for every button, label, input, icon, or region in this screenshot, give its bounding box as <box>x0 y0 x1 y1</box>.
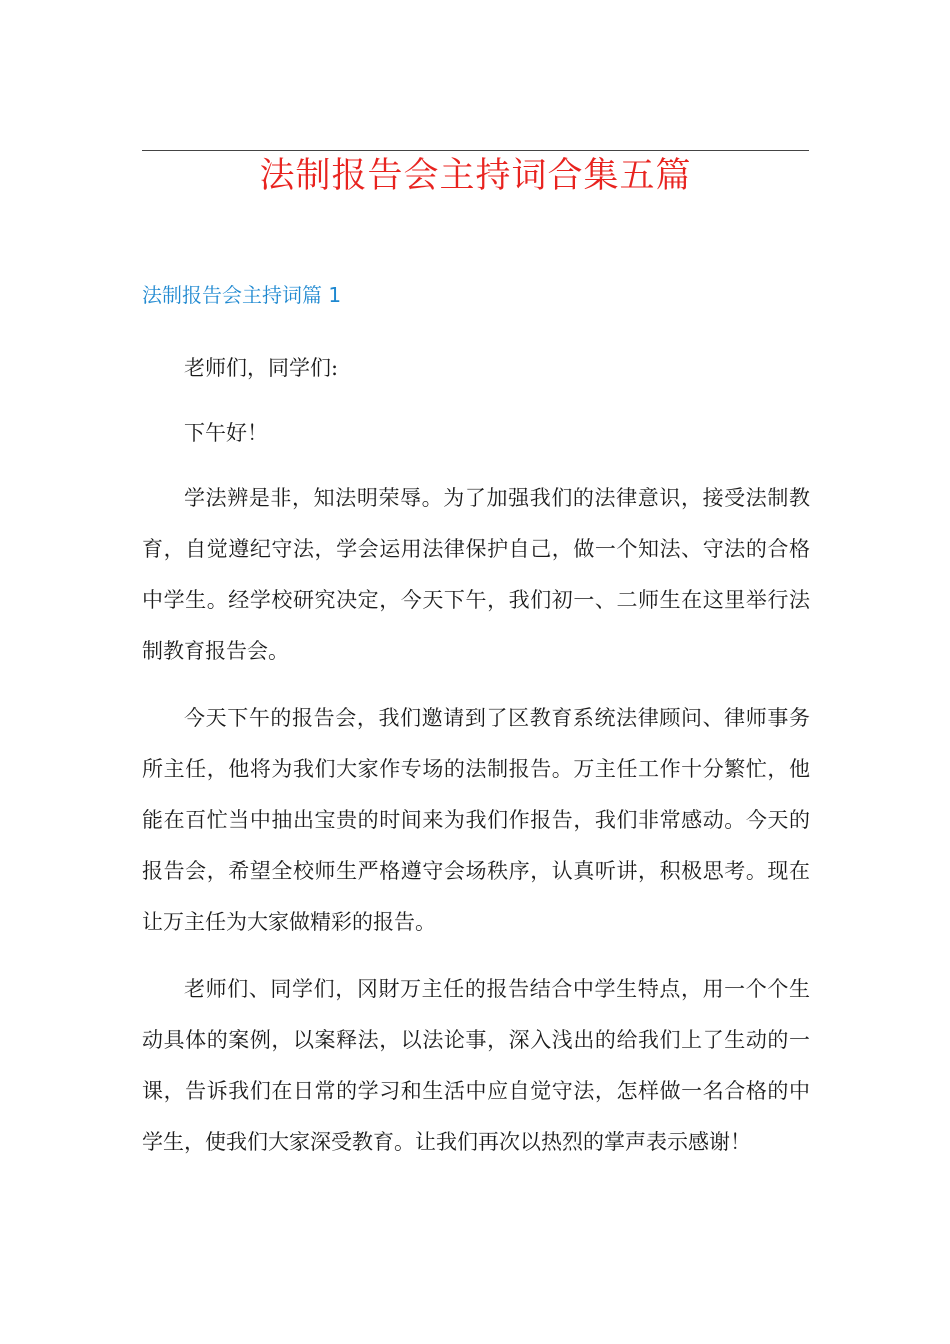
section-heading: 法制报告会主持词篇 1 <box>142 283 342 307</box>
salutation-paragraph: 下午好！ <box>184 421 268 445</box>
body-paragraph: 学法辨是非，知法明荣辱。为了加强我们的法律意识，接受法制教育，自觉遵纪守法，学会运用法律保护自己，做一个知法、守法的合格中学生。经学校研究决定，今天下午，我们初一、二师生在这里举行法制教育报告会。 <box>142 486 810 663</box>
body-paragraph: 今天下午的报告会，我们邀请到了区教育系统法律顾问、律师事务所主任，他将为我们大家作专场的法制报告。万主任工作十分繁忙，他能在百忙当中抽出宝贵的时间来为我们作报告，我们非常感动。今天的报告会，希望全校师生严格遵守会场秩序，认真听讲，积极思考。现在让万主任为大家做精彩的报告。 <box>142 706 810 934</box>
greeting-paragraph: 老师们，同学们: <box>184 356 339 380</box>
body-paragraph: 老师们、同学们，冈財万主任的报告结合中学生特点，用一个个生动具体的案例，以案释法，以法论事，深入浅出的给我们上了生动的一课，告诉我们在日常的学习和生活中应自觉守法，怎样做一名合格的中学生，使我们大家深受教育。让我们再次以热烈的掌声表示感谢！ <box>142 977 810 1154</box>
document-title: 法制报告会主持词合集五篇 <box>259 156 692 196</box>
document-body <box>142 343 810 1168</box>
